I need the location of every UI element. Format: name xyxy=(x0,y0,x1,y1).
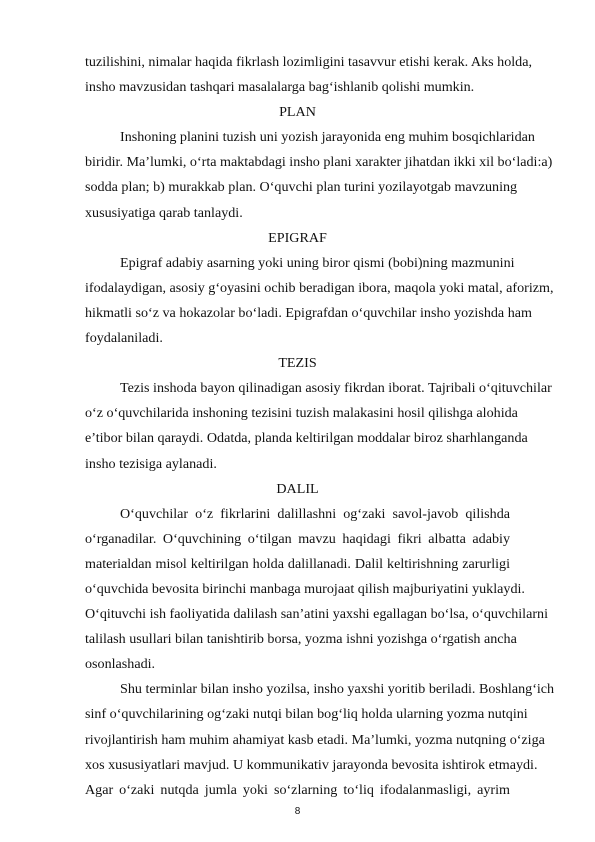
text-line: sinf o‘quvchilarining og‘zaki nutqi bilan bog‘liq holda ularning yozma nutqini xyxy=(85,706,528,723)
text-line: talilash usullari bilan tanishtirib borsa, yozma ishni yozishga o‘rgatish ancha xyxy=(85,631,517,648)
text-line: e’tibor bilan qaraydi. Odatda, planda keltirilgan moddalar biroz sharhlanganda xyxy=(85,430,528,447)
text-line: rivojlantirish ham muhim ahamiyat kasb etadi. Ma’lumki, yozma nutqning o‘ziga xyxy=(85,731,545,748)
paragraph-first-line: Shu terminlar bilan insho yozilsa, insho yaxshi yoritib beriladi. Boshlang‘ich xyxy=(120,681,555,698)
text-line: tuzilishini, nimalar haqida fikrlash lozimligini tasavvur etishi kerak. Aks holda, xyxy=(85,54,532,70)
text-body xyxy=(85,50,555,803)
text-line: o‘z o‘quvchilarida inshoning tezisini tuzish malakasini hosil qilishga alohida xyxy=(85,405,518,422)
text-line: biridir. Ma’lumki, o‘rta maktabdagi insho plani xarakter jihatdan ikki xil bo‘ladi:a) xyxy=(85,154,553,171)
text-line: o‘quvchida bevosita birinchi manbaga murojaat qilish majburiyatini yuklaydi. xyxy=(85,580,525,597)
text-line: O‘qituvchi ish faoliyatida dalilash san’atini yaxshi egallagan bo‘lsa, o‘quvchilarni xyxy=(85,606,549,623)
page-number: 8 xyxy=(294,806,301,817)
paragraph-first-line: Epigraf adabiy asarning yoki uning biror qismi (bobi)ning mazmunini xyxy=(120,254,515,271)
paragraph-first-line: Inshoning planini tuzish uni yozish jarayonida eng muhim bosqichlaridan xyxy=(120,129,535,146)
section-heading: DALIL xyxy=(276,480,319,497)
section-heading: EPIGRAF xyxy=(268,229,327,246)
text-line: Agar o‘zaki nutqda jumla yoki so‘zlarning to‘liq ifodalanmasligi, ayrim xyxy=(85,781,510,798)
paragraph-last-line: insho tezisiga aylanadi. xyxy=(85,455,217,472)
paragraph-last-line: xususiyatiga qarab tanlaydi. xyxy=(85,204,243,221)
text-line: ifodalaydigan, asosiy g‘oyasini ochib beradigan ibora, maqola yoki matal, aforizm, xyxy=(85,279,554,296)
text-line: materialdan misol keltirilgan holda dalillanadi. Dalil keltirishning zarurligi xyxy=(85,555,510,572)
paragraph-first-line: O‘quvchilar o‘z fikrlarini dalillashni og‘zaki savol-javob qilishda xyxy=(120,505,510,522)
text-line: hikmatli so‘z va hokazolar bo‘ladi. Epigrafdan o‘quvchilar insho yozishda ham xyxy=(85,304,532,321)
text-line: xos xususiyatlari mavjud. U kommunikativ jarayonda bevosita ishtirok etmaydi. xyxy=(85,756,538,773)
paragraph-first-line: Tezis inshoda bayon qilinadigan asosiy fikrdan iborat. Tajribali o‘qituvchilar xyxy=(120,380,552,397)
paragraph-last-line: insho mavzusidan tashqari masalalarga bag‘ishlanib qolishi mumkin. xyxy=(85,79,475,96)
section-heading: PLAN xyxy=(279,104,316,121)
paragraph-last-line: foydalaniladi. xyxy=(85,330,163,347)
section-heading: TEZIS xyxy=(278,355,317,372)
text-line: sodda plan; b) murakkab plan. O‘quvchi plan turini yozilayotgab mavzuning xyxy=(85,179,518,196)
text-line: o‘rganadilar. O‘quvchining o‘tilgan mavzu haqidagi fikri albatta adabiy xyxy=(85,530,510,547)
paragraph-last-line: osonlashadi. xyxy=(85,656,156,673)
